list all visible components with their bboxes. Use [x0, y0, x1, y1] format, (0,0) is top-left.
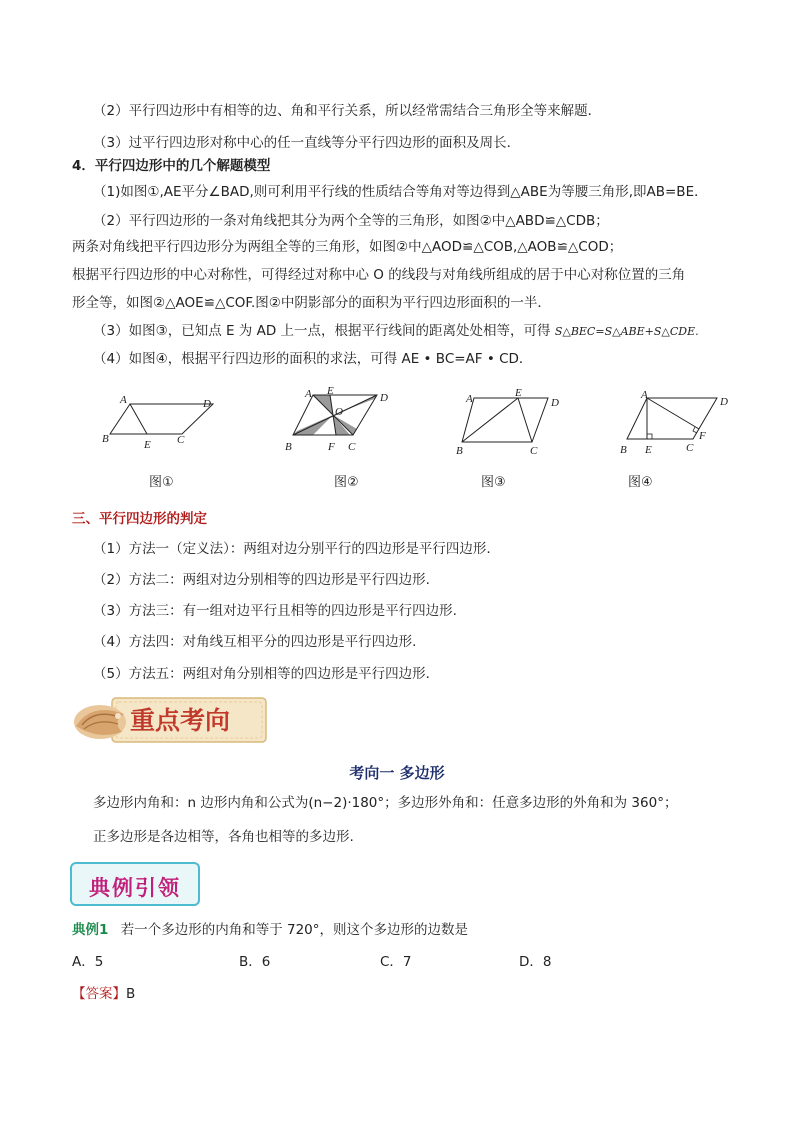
item-3-text: （3）过平行四边形对称中心的任一直线等分平行四边形的面积及周长． — [93, 135, 521, 151]
judge-method-4: （4）方法四：对角线互相平分的四边形是平行四边形. — [93, 634, 417, 650]
f4-label-f: F — [699, 430, 706, 442]
judge-method-2: （2）方法二：两组对边分别相等的四边形是平行四边形. — [93, 572, 430, 588]
f3-label-a: A — [466, 393, 473, 405]
f3-label-d: D — [551, 397, 559, 409]
f2-label-e: E — [327, 385, 334, 397]
kaoxiang-title: 考向一 多边形 — [349, 764, 445, 782]
judge-method-5: （5）方法五：两组对角分别相等的四边形是平行四边形． — [93, 666, 440, 682]
figure-2 — [280, 385, 395, 461]
example-question-line — [72, 921, 468, 939]
model-line-6-text: （3）如图③，已知点 E 为 AD 上一点，根据平行线间的距离处处相等，可得 — [93, 323, 551, 339]
f1-label-a: A — [120, 394, 127, 406]
models-heading: 4．平行四边形中的几个解题模型 — [72, 158, 271, 174]
figure-4-caption: 图④ — [628, 475, 653, 490]
figure-1 — [95, 390, 225, 456]
banner-title: 重点考向 — [130, 706, 231, 735]
f1-label-c: C — [177, 434, 185, 446]
f2-label-c: C — [348, 441, 356, 453]
f2-label-b: B — [285, 441, 292, 453]
f4-label-b: B — [620, 444, 627, 456]
judge-method-1: （1）方法一（定义法）：两组对边分别平行的四边形是平行四边形. — [93, 541, 491, 557]
f2-label-d: D — [380, 392, 388, 404]
f1-label-d: D — [203, 398, 211, 410]
figure-3 — [452, 386, 562, 462]
f3-label-c: C — [530, 445, 538, 457]
f2-label-f: F — [328, 441, 335, 453]
figure-2-caption: 图② — [334, 475, 359, 490]
option-b: B．6 — [239, 954, 271, 970]
example-label: 典例1 — [72, 922, 109, 938]
f1-label-e: E — [144, 439, 151, 451]
model-line-1: （1)如图①,AE平分∠BAD,则可利用平行线的性质结合等角对等边得到△ABE为等腰三角形,即AB=BE． — [93, 184, 708, 200]
f3-label-b: B — [456, 445, 463, 457]
judge-heading: 三、平行四边形的判定 — [72, 511, 207, 527]
figure-1-caption: 图① — [149, 475, 174, 490]
area-formula: S△BEC=S△ABE+S△CDE. — [554, 325, 699, 338]
f4-label-c: C — [686, 442, 694, 454]
kaoxiang-paragraph-1: 多边形内角和：n 边形内角和公式为(n−2)·180°；多边形外角和：任意多边形的外角和为 360°； — [93, 795, 678, 811]
figure-3-caption: 图③ — [481, 475, 506, 490]
example-question: 若一个多边形的内角和等于 720°，则这个多边形的边数是 — [120, 922, 469, 938]
answer-value: B — [126, 986, 136, 1002]
f3-label-e: E — [515, 387, 522, 399]
example-header-title: 典例引领 — [89, 875, 181, 900]
figure-4 — [615, 386, 735, 462]
shell-icon — [74, 705, 126, 739]
answer-line — [72, 985, 135, 1003]
f4-label-a: A — [641, 389, 648, 401]
f4-label-d: D — [720, 396, 728, 408]
kaoxiang-paragraph-2: 正多边形是各边相等，各角也相等的多边形. — [93, 829, 354, 845]
model-line-5: 形全等，如图②△AOE≌△COF.图②中阴影部分的面积为平行四边形面积的一半． — [72, 295, 551, 311]
model-line-6 — [93, 322, 699, 341]
option-d: D．8 — [519, 954, 552, 970]
model-line-2: （2）平行四边形的一条对角线把其分为两个全等的三角形，如图②中△ABD≌△CDB； — [93, 213, 609, 229]
model-line-3: 两条对角线把平行四边形分为两组全等的三角形，如图②中△AOD≌△COB,△AOB≌△COD； — [72, 239, 623, 255]
model-line-7: （4）如图④，根据平行四边形的面积的求法，可得 AE • BC=AF • CD． — [93, 351, 533, 367]
f2-label-o: O — [335, 406, 343, 418]
option-c: C．7 — [380, 954, 412, 970]
example-header-box — [70, 862, 200, 906]
f1-label-b: B — [102, 433, 109, 445]
model-line-4: 根据平行四边形的中心对称性，可得经过对称中心 O 的线段与对角线所组成的居于中心对称位置的三角 — [72, 267, 686, 283]
judge-method-3: （3）方法三：有一组对边平行且相等的四边形是平行四边形. — [93, 603, 457, 619]
f2-label-a: A — [305, 388, 312, 400]
answer-label: 【答案】 — [72, 986, 126, 1002]
f4-label-e: E — [645, 444, 652, 456]
option-a: A．5 — [72, 954, 104, 970]
item-2-text: （2）平行四边形中有相等的边、角和平行关系，所以经常需结合三角形全等来解题． — [93, 103, 602, 119]
focus-banner — [72, 692, 272, 752]
